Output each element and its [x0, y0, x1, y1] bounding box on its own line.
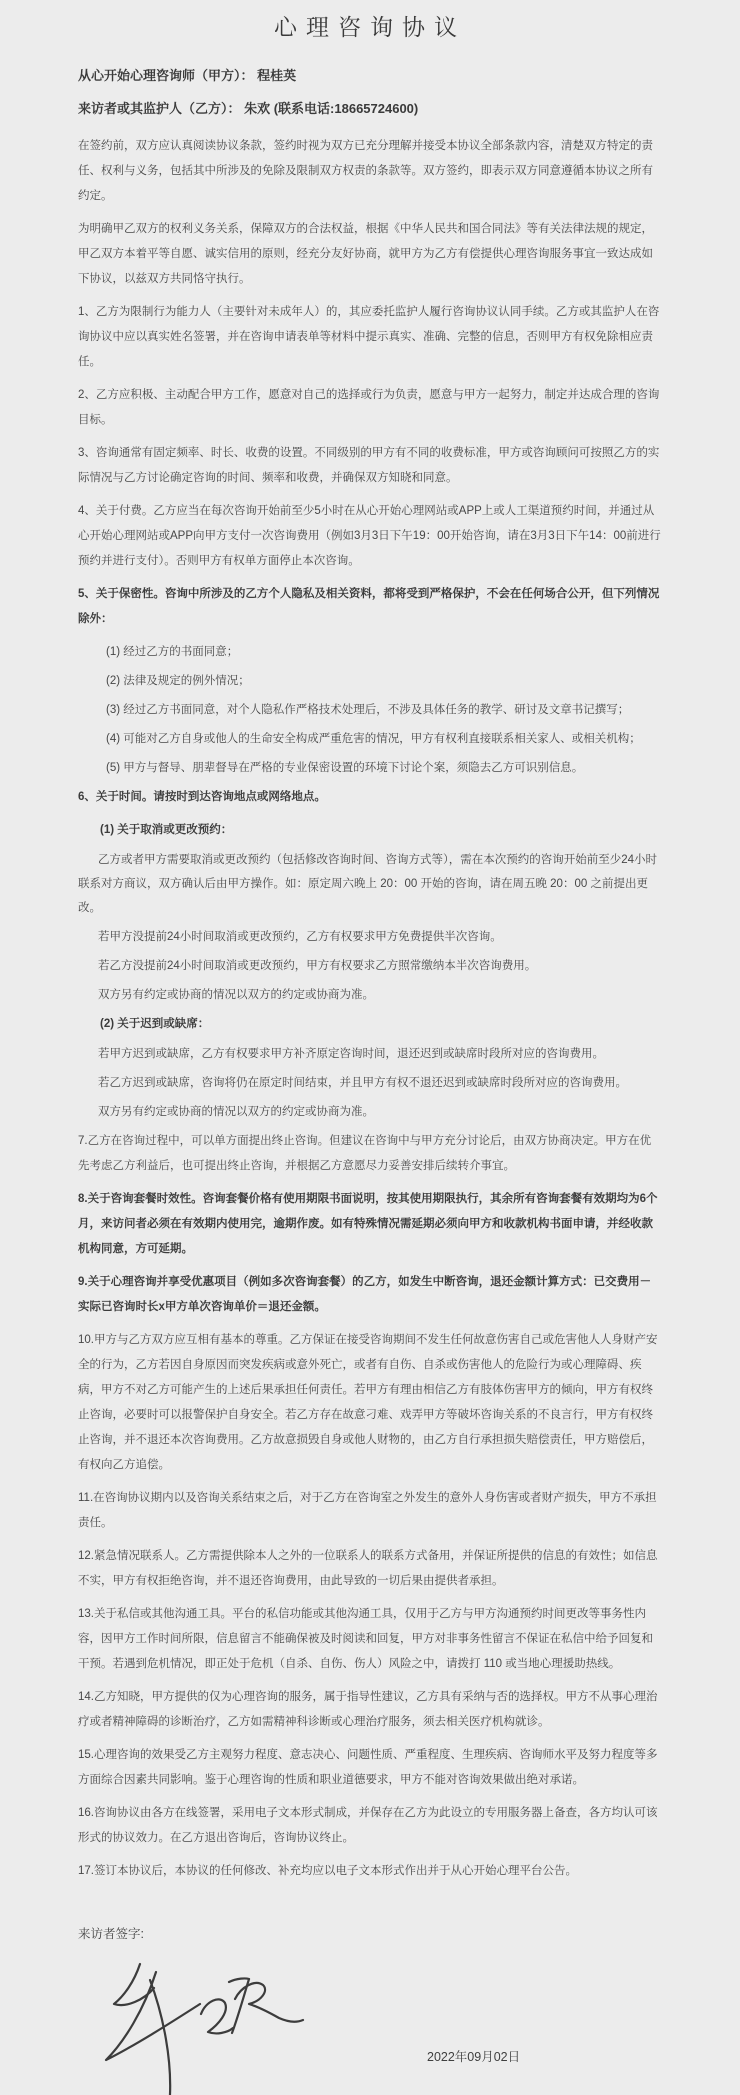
clause-2: 2、乙方应积极、主动配合甲方工作，愿意对自己的选择或行为负责，愿意与甲方一起努力，制定并达成合理的咨询目标。 [78, 389, 660, 426]
party-b-line: 来访者或其监护人（乙方）： 朱欢 (联系电话:18665724600) [78, 101, 419, 116]
clause-5-heading: 5、关于保密性。咨询中所涉及的乙方个人隐私及相关资料，都将受到严格保护，不会在任何场合公开，但下列情况除外： [78, 588, 660, 625]
page-title: 心理咨询协议 [274, 14, 466, 40]
clause-12: 12.紧急情况联系人。乙方需提供除本人之外的一位联系人的联系方式备用，并保证所提供的信息的有效性；如信息不实，甲方有权拒绝咨询，并不退还咨询费用，由此导致的一切后果由提供者承担。 [78, 1550, 658, 1587]
clause-9: 9.关于心理咨询并享受优惠项目（例如多次咨询套餐）的乙方，如发生中断咨询，退还金额计算方式：已交费用－实际已咨询时长x甲方单次咨询单价＝退还金额。 [78, 1276, 652, 1313]
clause-3: 3、咨询通常有固定频率、时长、收费的设置。不同级别的甲方有不同的收费标准，甲方或咨询顾问可按照乙方的实际情况与乙方讨论确定咨询的时间、频率和收费，并确保双方知晓和同意。 [78, 447, 660, 484]
clause-6-sub-1-paragraph: 乙方或者甲方需要取消或更改预约（包括修改咨询时间、咨询方式等），需在本次预约的咨询开始前至少24小时联系对方商议，双方确认后由甲方操作。如：原定周六晚上 20：00 开始的咨询，请在周五晚 20：00 之前提出更改。 [78, 854, 658, 914]
clause-15: 15.心理咨询的效果受乙方主观努力程度、意志决心、问题性质、严重程度、生理疾病、咨询师水平及努力程度等多方面综合因素共同影响。鉴于心理咨询的性质和职业道德要求，甲方不能对咨询效果做出绝对承诺。 [78, 1749, 658, 1786]
clause-5-item: (1) 经过乙方的书面同意； [106, 646, 239, 658]
clause-11: 11.在咨询协议期内以及咨询关系结束之后，对于乙方在咨询室之外发生的意外人身伤害或者财产损失，甲方不承担责任。 [78, 1492, 657, 1529]
clause-6-heading: 6、关于时间。请按时到达咨询地点或网络地点。 [78, 791, 326, 803]
clause-6-sub-1-paragraph: 双方另有约定或协商的情况以双方的约定或协商为准。 [98, 989, 374, 1001]
clause-14: 14.乙方知晓，甲方提供的仅为心理咨询的服务，属于指导性建议，乙方具有采纳与否的选择权。甲方不从事心理治疗或者精神障碍的诊断治疗，乙方如需精神科诊断或心理治疗服务，须去相关医疗机构就诊。 [78, 1691, 658, 1728]
clause-16: 16.咨询协议由各方在线签署，采用电子文本形式制成，并保存在乙方为此设立的专用服务器上备查，各方均认可该形式的协议效力。在乙方退出咨询后，咨询协议终止。 [78, 1807, 658, 1844]
handwritten-signature [98, 1954, 662, 2095]
clause-5-item: (4) 可能对乙方自身或他人的生命安全构成严重危害的情况，甲方有权利直接联系相关家人、或相关机构； [106, 733, 641, 745]
clause-5-item: (5) 甲方与督导、朋辈督导在严格的专业保密设置的环境下讨论个案，须隐去乙方可识别信息。 [106, 762, 584, 774]
preamble-paragraph: 为明确甲乙双方的权利义务关系，保障双方的合法权益，根据《中华人民共和国合同法》等有关法律法规的规定，甲乙双方本着平等自愿、诚实信用的原则，经充分友好协商，就甲方为乙方有偿提供心理咨询服务事宜一致达成如下协议，以兹双方共同恪守执行。 [78, 223, 653, 285]
preamble-paragraph: 在签约前，双方应认真阅读协议条款，签约时视为双方已充分理解并接受本协议全部条款内容，清楚双方特定的责任、权利与义务，包括其中所涉及的免除及限制双方权责的条款等。双方签约，即表示双方同意遵循本协议之所有约定。 [78, 140, 653, 202]
clause-13: 13.关于私信或其他沟通工具。平台的私信功能或其他沟通工具，仅用于乙方与甲方沟通预约时间更改等事务性内容，因甲方工作时间所限，信息留言不能确保被及时阅读和回复，甲方对非事务性留言不保证在私信中给予回复和干预。若遇到危机情况，即正处于危机（自杀、自伤、伤人）风险之中，请拨打 110 或当地心理援助热线。 [78, 1608, 653, 1670]
clause-6-sub-2-paragraph: 若乙方迟到或缺席，咨询将仍在原定时间结束，并且甲方有权不退还迟到或缺席时段所对应的咨询费用。 [98, 1077, 627, 1089]
clause-6-sub-2-paragraph: 若甲方迟到或缺席，乙方有权要求甲方补齐原定咨询时间，退还迟到或缺席时段所对应的咨询费用。 [98, 1048, 604, 1060]
clause-17: 17.签订本协议后，本协议的任何修改、补充均应以电子文本形式作出并于从心开始心理平台公告。 [78, 1865, 577, 1877]
clause-4: 4、关于付费。乙方应当在每次咨询开始前至少5小时在从心开始心理网站或APP上或人工渠道预约时间，并通过从心开始心理网站或APP向甲方支付一次咨询费用（例如3月3日下午19：00开始咨询，请在3月3日下午14：00前进行预约并进行支付）。否则甲方有权单方面停止本次咨询。 [78, 505, 661, 567]
visitor-signature-label: 来访者签字: [78, 1927, 144, 1941]
clause-6-sub-1-paragraph: 若乙方没提前24小时间取消或更改预约，甲方有权要求乙方照常缴纳本半次咨询费用。 [98, 960, 537, 972]
clause-5-item: (3) 经过乙方书面同意，对个人隐私作严格技术处理后，不涉及具体任务的教学、研讨及文章书记撰写； [106, 704, 630, 716]
party-a-line: 从心开始心理咨询师（甲方）： 程桂英 [78, 68, 297, 83]
clause-7: 7.乙方在咨询过程中，可以单方面提出终止咨询。但建议在咨询中与甲方充分讨论后，由双方协商决定。甲方在优先考虑乙方利益后，也可提出终止咨询，并根据乙方意愿尽力妥善安排后续转介事宜。 [78, 1135, 652, 1172]
clause-6-sub-2-paragraph: 双方另有约定或协商的情况以双方的约定或协商为准。 [98, 1106, 374, 1118]
clause-10: 10.甲方与乙方双方应互相有基本的尊重。乙方保证在接受咨询期间不发生任何故意伤害自己或危害他人人身财产安全的行为，乙方若因自身原因而突发疾病或意外死亡，或者有自伤、自杀或伤害他人的危险行为或心理障碍、疾病，甲方不对乙方可能产生的上述后果承担任何责任。若甲方有理由相信乙方有肢体伤害甲方的倾向，甲方有权终止咨询，必要时可以报警保护自身安全。若乙方存在故意刁难、戏弄甲方等破坏咨询关系的不良言行，甲方有权终止咨询，并不退还本次咨询费用。乙方故意损毁自身或他人财物的，由乙方自行承担损失赔偿责任，甲方赔偿后，有权向乙方追偿。 [78, 1334, 658, 1471]
clause-1: 1、乙方为限制行为能力人（主要针对未成年人）的，其应委托监护人履行咨询协议认同手续。乙方或其监护人在咨询协议中应以真实姓名签署，并在咨询申请表单等材料中提示真实、准确、完整的信息，否则甲方有权免除相应责任。 [78, 306, 660, 368]
clause-6-sub-1-heading: (1) 关于取消或更改预约： [100, 824, 233, 836]
clause-6-sub-1-paragraph: 若甲方没提前24小时间取消或更改预约，乙方有权要求甲方免费提供半次咨询。 [98, 931, 502, 943]
clause-5-item: (2) 法律及规定的例外情况； [106, 675, 250, 687]
sign-date: 2022年09月02日 [427, 2050, 521, 2064]
clause-6-sub-2-heading: (2) 关于迟到或缺席： [100, 1018, 210, 1030]
clause-8: 8.关于咨询套餐时效性。咨询套餐价格有使用期限书面说明，按其使用期限执行，其余所有咨询套餐有效期均为6个月，来访问者必须在有效期内使用完，逾期作废。如有特殊情况需延期必须向甲方和收款机构书面申请，并经收款机构同意，方可延期。 [78, 1193, 658, 1255]
